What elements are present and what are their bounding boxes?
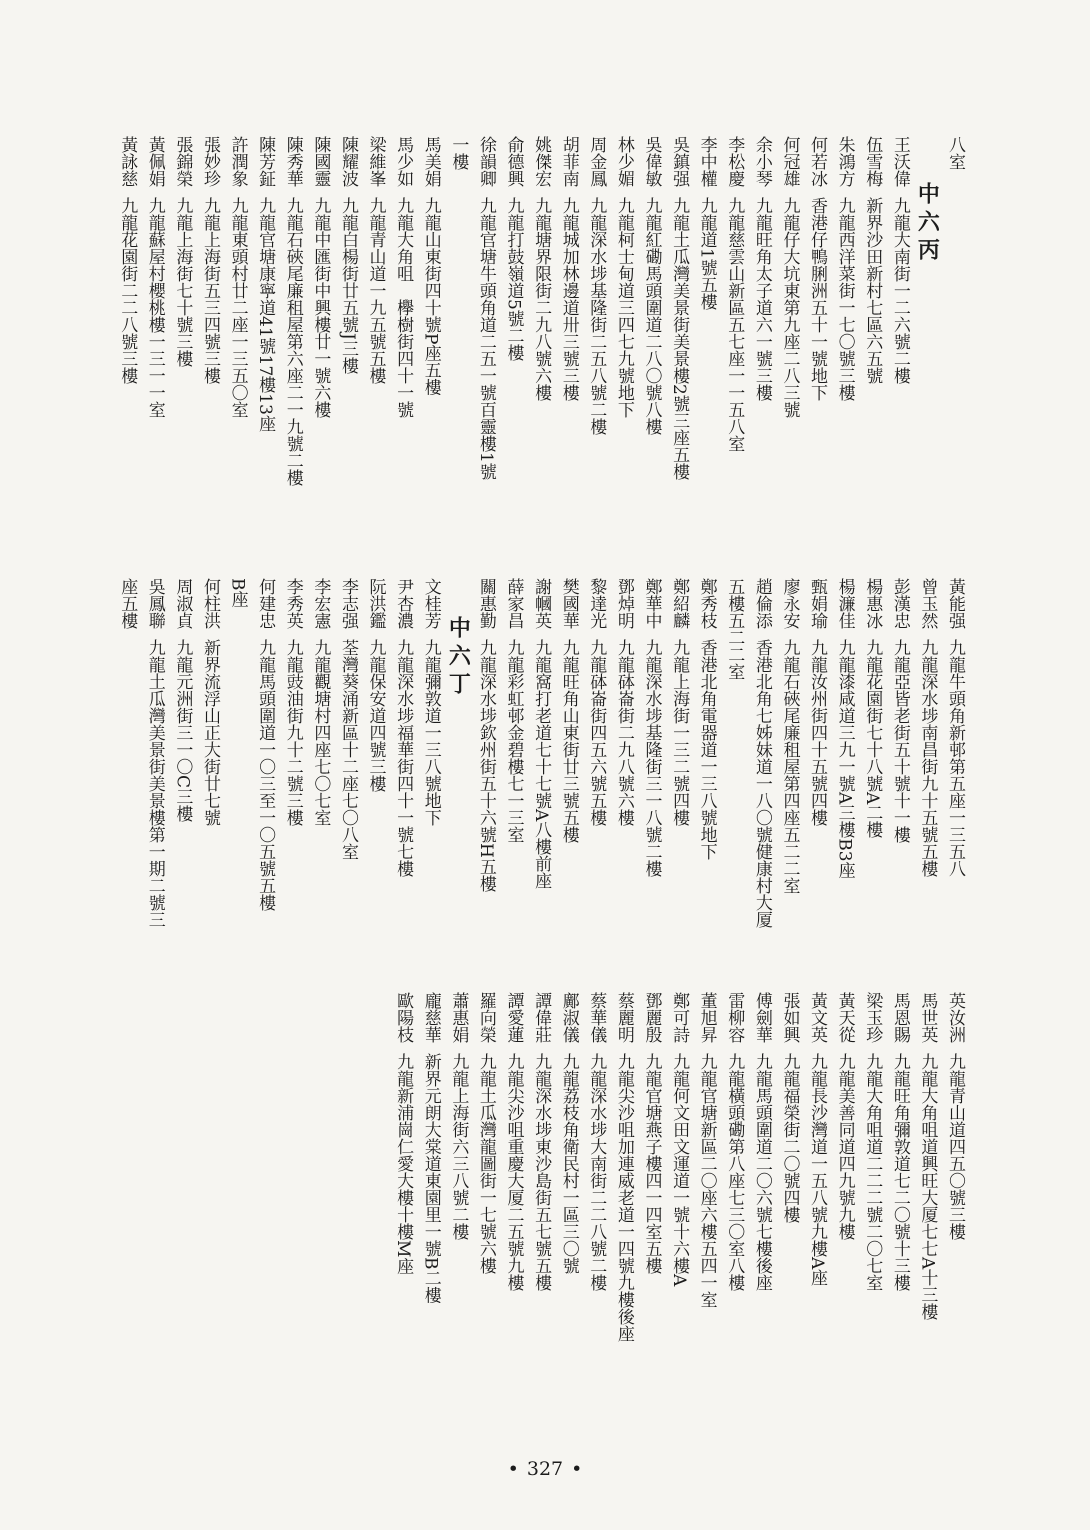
entry-name: 黃天從	[834, 992, 855, 1043]
entry-address: 九龍深水埗基隆街二五八號二樓	[586, 197, 607, 435]
directory-entry	[195, 136, 223, 556]
entry-name: 黃文英	[807, 992, 828, 1043]
directory-entry	[389, 992, 417, 1392]
entry-name: 張錦榮	[172, 136, 193, 187]
entry-name: 黎達光	[586, 578, 607, 629]
directory-entry	[416, 578, 444, 968]
entry-name: 譚偉莊	[531, 992, 552, 1043]
directory-entry	[251, 578, 279, 968]
entry-name: 張妙珍	[199, 136, 220, 187]
entry-name: 俞德興	[503, 136, 524, 187]
directory-entry	[306, 578, 334, 968]
entry-address: 九龍旺角彌敦道七二〇號十三樓	[889, 1053, 910, 1291]
directory-entry	[195, 578, 223, 968]
entry-address: 九龍大角咀道興旺大厦七七A十三樓	[917, 1053, 938, 1321]
entry-name: 何若冰	[807, 136, 828, 187]
directory-entry	[940, 578, 968, 968]
entry-address: B座	[227, 578, 248, 608]
entry-address: 九龍深水埗大南街二二八號二樓	[586, 1053, 607, 1291]
entry-name: 羅向榮	[475, 992, 496, 1043]
entry-address: 九龍深水埗東沙島街五七號五樓	[531, 1053, 552, 1291]
directory-entry	[444, 992, 472, 1392]
entry-address: 九龍青山道一九五號五樓	[365, 197, 386, 384]
directory-entry	[885, 578, 913, 968]
entry-name: 黃能强	[945, 578, 965, 629]
entry-address: 九龍亞皆老街五十號十一樓	[889, 639, 910, 843]
directory-entry	[830, 136, 858, 556]
entry-name: 伍雪梅	[862, 136, 883, 187]
entry-address: 九龍花園街二二八號三樓	[117, 197, 138, 384]
entry-address: 一樓	[448, 136, 469, 170]
entry-address: 九龍旺角山東街廿三號五樓	[558, 639, 579, 843]
entry-address: 九龍青山道四五〇號三樓	[945, 1053, 965, 1240]
directory-entry	[664, 992, 692, 1392]
directory-entry	[527, 992, 555, 1392]
entry-name: 胡菲南	[558, 136, 579, 187]
directory-entry	[664, 136, 692, 556]
directory-entry	[913, 578, 941, 968]
page-number-value: 327	[526, 1458, 564, 1480]
entry-name: 甄娟瑜	[807, 578, 828, 629]
bullet-icon: •	[571, 1458, 583, 1480]
directory-entry	[637, 136, 665, 556]
directory-entry	[140, 136, 168, 556]
entry-address: 九龍道1號五樓	[696, 197, 717, 310]
directory-entry	[582, 578, 610, 968]
entry-address: 九龍西洋菜街一七〇號三樓	[834, 197, 855, 401]
directory-entry	[527, 578, 555, 968]
entry-address: 座五樓	[117, 578, 138, 629]
entry-address: 九龍官塘燕子樓四一四室五樓	[641, 1053, 662, 1274]
entry-address: 九龍紅磡馬頭圍道二八〇號八樓	[641, 197, 662, 435]
entry-name: 蕭惠娟	[448, 992, 469, 1043]
class-heading: 中六丁	[445, 616, 471, 700]
entry-name: 李志强	[337, 578, 358, 629]
entry-name: 文桂芳	[420, 578, 441, 629]
entry-address: 九龍彩虹邨金碧樓七一三室	[503, 639, 524, 843]
directory-entry	[720, 578, 748, 968]
directory-entry	[858, 136, 886, 556]
entry-name: 彭漢忠	[889, 578, 910, 629]
entry-name: 樊國華	[558, 578, 579, 629]
entry-name: 林少媚	[613, 136, 634, 187]
entry-name: 余小琴	[751, 136, 772, 187]
entry-address: 五樓五二二室	[724, 578, 745, 680]
entry-address: 九龍窩打老道七十七號A八樓前座	[531, 639, 552, 890]
entry-address: 九龍山東街四十號P座五樓	[420, 197, 441, 396]
page-number	[0, 1458, 1090, 1480]
entry-address: 九龍深水埗福華街四十一號七樓	[393, 639, 414, 877]
directory-block-middle	[113, 578, 968, 968]
entry-name: 黃佩娟	[144, 136, 165, 187]
entry-address: 九龍深水埗欽州街五十六號H五樓	[475, 639, 496, 892]
entry-address: 九龍官塘新區二〇座六樓五四一室	[696, 1053, 717, 1308]
entry-address: 九龍上海街一三二號四樓	[669, 639, 690, 826]
entry-name: 董旭昇	[696, 992, 717, 1043]
directory-entry	[554, 992, 582, 1392]
entry-address: 九龍深水埗南昌街九十五號五樓	[917, 639, 938, 877]
entry-name: 吳偉敏	[641, 136, 662, 187]
directory-entry	[692, 136, 720, 556]
directory-entry	[802, 578, 830, 968]
entry-name: 吳鳳聯	[144, 578, 165, 629]
entry-name: 李中權	[696, 136, 717, 187]
entry-name: 阮洪鑑	[365, 578, 386, 629]
directory-entry	[251, 136, 279, 556]
entry-address: 新界沙田新村七區六五號	[862, 197, 883, 384]
directory-entry	[858, 992, 886, 1392]
directory-entry	[278, 136, 306, 556]
directory-entry	[747, 578, 775, 968]
entry-name: 鄭秀枝	[696, 578, 717, 629]
entry-address: 九龍觀塘村四座七〇七室	[310, 639, 331, 826]
entry-name: 鄭華中	[641, 578, 662, 629]
entry-address: 九龍漆咸道三九一號A三樓B3座	[834, 639, 855, 879]
entry-address: 九龍石硤尾廉租屋第四座五二二室	[779, 639, 800, 894]
entry-address: 九龍土瓜灣美景街美景樓第一期二號三	[144, 639, 165, 928]
entry-address: 九龍中匯街中興樓廿一號六樓	[310, 197, 331, 418]
entry-name: 姚傑宏	[531, 136, 552, 187]
entry-address: 九龍橫頭磡第八座七三〇室八樓	[724, 1053, 745, 1291]
directory-entry	[389, 578, 417, 968]
entry-address: 九龍城加林邊道卅三號三樓	[558, 197, 579, 401]
directory-entry	[747, 136, 775, 556]
entry-address: 九龍深水埗基隆街三一八號二樓	[641, 639, 662, 877]
entry-address: 九龍馬頭圍道二〇六號七樓後座	[751, 1053, 772, 1291]
directory-entry	[333, 136, 361, 556]
entry-name: 楊惠冰	[862, 578, 883, 629]
directory-entry	[940, 992, 968, 1392]
entry-name: 梁維峯	[365, 136, 386, 187]
directory-entry	[609, 992, 637, 1392]
entry-address: 九龍上海街七十號三樓	[172, 197, 193, 367]
entry-address: 九龍元洲街三一〇C三樓	[172, 639, 193, 823]
directory-entry	[499, 578, 527, 968]
entry-address: 九龍土瓜灣美景街美景樓2號三座五樓	[669, 197, 690, 480]
entry-address: 九龍馬頭圍道一〇三至一〇五號五樓	[255, 639, 276, 911]
directory-entry	[333, 578, 361, 968]
entry-address: 荃灣葵涌新區十二座七〇八室	[337, 639, 358, 860]
entry-name: 梁玉珍	[862, 992, 883, 1043]
directory-entry	[471, 992, 499, 1392]
entry-name: 許潤象	[227, 136, 248, 187]
directory-entry	[692, 992, 720, 1392]
directory-entry	[113, 578, 141, 968]
entry-name: 歐陽枝	[393, 992, 414, 1043]
directory-entry	[720, 992, 748, 1392]
entry-address: 九龍砵崙街二九八號六樓	[613, 639, 634, 826]
entry-address: 九龍官塘牛頭角道二五一號百靈樓1號	[475, 197, 496, 480]
entry-name: 鄧麗殷	[641, 992, 662, 1043]
entry-name: 雷柳容	[724, 992, 745, 1043]
entry-address: 九龍福榮街二〇號四樓	[779, 1053, 800, 1223]
entry-name: 馬少如	[393, 136, 414, 187]
entry-address: 九龍柯士甸道三四七九號地下	[613, 197, 634, 418]
entry-address: 九龍大南街一二六號二樓	[889, 197, 910, 384]
directory-entry	[223, 578, 251, 968]
entry-name: 何建忠	[255, 578, 276, 629]
entry-address: 九龍何文田文運道一號十六樓A	[669, 1053, 690, 1287]
entry-name: 陳國靈	[310, 136, 331, 187]
entry-address: 九龍白楊街廿五號J三樓	[337, 197, 358, 374]
class-heading: 中六丙	[914, 182, 940, 266]
entry-name: 鄭紹麟	[669, 578, 690, 629]
entry-name: 李秀英	[282, 578, 303, 629]
entry-name: 陳耀波	[337, 136, 358, 187]
directory-entry	[582, 136, 610, 556]
entry-address: 九龍豉油街九十二號三樓	[282, 639, 303, 826]
directory-block-upper	[113, 136, 968, 556]
entry-address: 九龍保安道四號三樓	[365, 639, 386, 792]
directory-entry	[775, 578, 803, 968]
entry-name: 趙倫添	[751, 578, 772, 629]
entry-name: 蔡華儀	[586, 992, 607, 1043]
directory-entry	[168, 136, 196, 556]
directory-entry	[416, 136, 444, 556]
entry-name: 周淑貞	[172, 578, 193, 629]
entry-name: 謝幗英	[531, 578, 552, 629]
directory-entry	[223, 136, 251, 556]
entry-name: 朱鴻方	[834, 136, 855, 187]
entry-address: 九龍彌敦道一三八號地下	[420, 639, 441, 826]
directory-entry	[720, 136, 748, 556]
entry-name: 關惠勤	[475, 578, 496, 629]
directory-entry	[775, 992, 803, 1392]
entry-address: 九龍官塘康寧道41號17樓13座	[255, 197, 276, 432]
directory-entry	[637, 992, 665, 1392]
directory-entry	[306, 136, 334, 556]
entry-name: 英汝洲	[945, 992, 965, 1043]
entry-name: 蔡麗明	[613, 992, 634, 1043]
entry-address: 九龍尖沙咀重慶大厦二五號九樓	[503, 1053, 524, 1291]
entry-name: 龐慈華	[420, 992, 441, 1043]
entry-address: 九龍大角咀道二二二號二〇七室	[862, 1053, 883, 1291]
entry-name: 徐韻卿	[475, 136, 496, 187]
directory-entry	[361, 136, 389, 556]
entry-address: 香港仔鴨脷洲五十一號地下	[807, 197, 828, 401]
directory-entry	[802, 992, 830, 1392]
directory-entry	[471, 136, 499, 556]
entry-name: 李松慶	[724, 136, 745, 187]
entry-name: 傅劍華	[751, 992, 772, 1043]
entry-name: 陳秀華	[282, 136, 303, 187]
entry-address: 九龍上海街六三八號二樓	[448, 1053, 469, 1240]
entry-name: 陳芳鉦	[255, 136, 276, 187]
entry-name: 馬恩賜	[889, 992, 910, 1043]
entry-address: 九龍汝州街四十五號四樓	[807, 639, 828, 826]
entry-address: 香港北角電器道一三八號地下	[696, 639, 717, 860]
directory-entry	[858, 578, 886, 968]
entry-address: 九龍尖沙咀加連威老道一四號九樓後座	[613, 1053, 634, 1342]
entry-address: 新界流浮山正大街廿七號	[199, 639, 220, 826]
directory-entry	[609, 578, 637, 968]
entry-name: 譚愛蓮	[503, 992, 524, 1043]
directory-block-lower	[389, 992, 968, 1392]
directory-entry	[885, 136, 913, 556]
directory-entry	[527, 136, 555, 556]
entry-address: 九龍東頭村廿二座一三五〇室	[227, 197, 248, 418]
entry-name: 馬美娟	[420, 136, 441, 187]
entry-address: 九龍砵崙街四五六號五樓	[586, 639, 607, 826]
directory-entry	[775, 136, 803, 556]
entry-address: 九龍長沙灣道一五八號九樓A座	[807, 1053, 828, 1287]
entry-name: 何柱洪	[199, 578, 220, 629]
directory-entry	[609, 136, 637, 556]
directory-entry	[113, 136, 141, 556]
directory-entry	[747, 992, 775, 1392]
entry-name: 鄺淑儀	[558, 992, 579, 1043]
directory-entry	[582, 992, 610, 1392]
directory-entry	[554, 136, 582, 556]
entry-address: 九龍土瓜灣龍圖街一七號六樓	[475, 1053, 496, 1274]
entry-name: 馬世英	[917, 992, 938, 1043]
entry-address: 九龍旺角太子道六一號三樓	[751, 197, 772, 401]
entry-address: 香港北角七姊妹道一八〇號健康村大厦	[751, 639, 772, 928]
entry-address: 九龍美善同道四九號九樓	[834, 1053, 855, 1240]
directory-entry	[168, 578, 196, 968]
entry-address: 九龍塘界限街二九八號六樓	[531, 197, 552, 401]
directory-entry	[278, 578, 306, 968]
directory-entry	[885, 992, 913, 1392]
entry-address: 九龍石硤尾廉租屋第六座二一九號二樓	[282, 197, 303, 486]
directory-entry	[444, 136, 472, 556]
entry-name: 張如興	[779, 992, 800, 1043]
directory-entry	[416, 992, 444, 1392]
entry-name: 吳鎮强	[669, 136, 690, 187]
entry-name: 廖永安	[779, 578, 800, 629]
directory-entry	[802, 136, 830, 556]
entry-name: 李宏憲	[310, 578, 331, 629]
continued-text	[940, 136, 968, 556]
entry-address: 九龍大角咀 欅樹街四十一號	[393, 197, 414, 418]
entry-name: 鄧焯明	[613, 578, 634, 629]
entry-address: 九龍蘇屋村櫻桃樓一三一一室	[144, 197, 165, 418]
entry-name: 王沃偉	[889, 136, 910, 187]
directory-entry	[637, 578, 665, 968]
directory-entry	[913, 992, 941, 1392]
directory-entry	[830, 992, 858, 1392]
directory-entry	[389, 136, 417, 556]
directory-entry	[499, 992, 527, 1392]
directory-entry	[140, 578, 168, 968]
entry-name: 周金鳳	[586, 136, 607, 187]
entry-name: 黃詠慈	[117, 136, 138, 187]
entry-address: 九龍牛頭角新邨第五座一三五八	[945, 639, 965, 877]
directory-entry	[692, 578, 720, 968]
directory-entry	[664, 578, 692, 968]
entry-name: 尹杏濃	[393, 578, 414, 629]
entry-address: 新界元朗大棠道東園里一號B二樓	[420, 1053, 441, 1304]
entry-address: 九龍慈雲山新區五七座一一五八室	[724, 197, 745, 452]
directory-entry	[830, 578, 858, 968]
directory-entry	[554, 578, 582, 968]
entry-name: 鄭可詩	[669, 992, 690, 1043]
entry-address: 九龍上海街五三四號三樓	[199, 197, 220, 384]
entry-address: 九龍打鼓嶺道5號二樓	[503, 197, 524, 361]
entry-address: 九龍荔枝角衛民村一區三〇號	[558, 1053, 579, 1274]
directory-entry	[471, 578, 499, 968]
entry-name: 曾玉然	[917, 578, 938, 629]
entry-name: 薛家昌	[503, 578, 524, 629]
entry-name: 何冠雄	[779, 136, 800, 187]
entry-address: 八室	[945, 136, 965, 170]
directory-entry	[361, 578, 389, 968]
directory-entry	[499, 136, 527, 556]
bullet-icon: •	[507, 1458, 519, 1480]
entry-address: 九龍仔大坑東第九座二八三號	[779, 197, 800, 418]
entry-address: 九龍花園街七十八號A二樓	[862, 639, 883, 839]
entry-name: 楊濂佳	[834, 578, 855, 629]
entry-address: 九龍新浦崗仁愛大樓十樓M座	[393, 1053, 414, 1275]
